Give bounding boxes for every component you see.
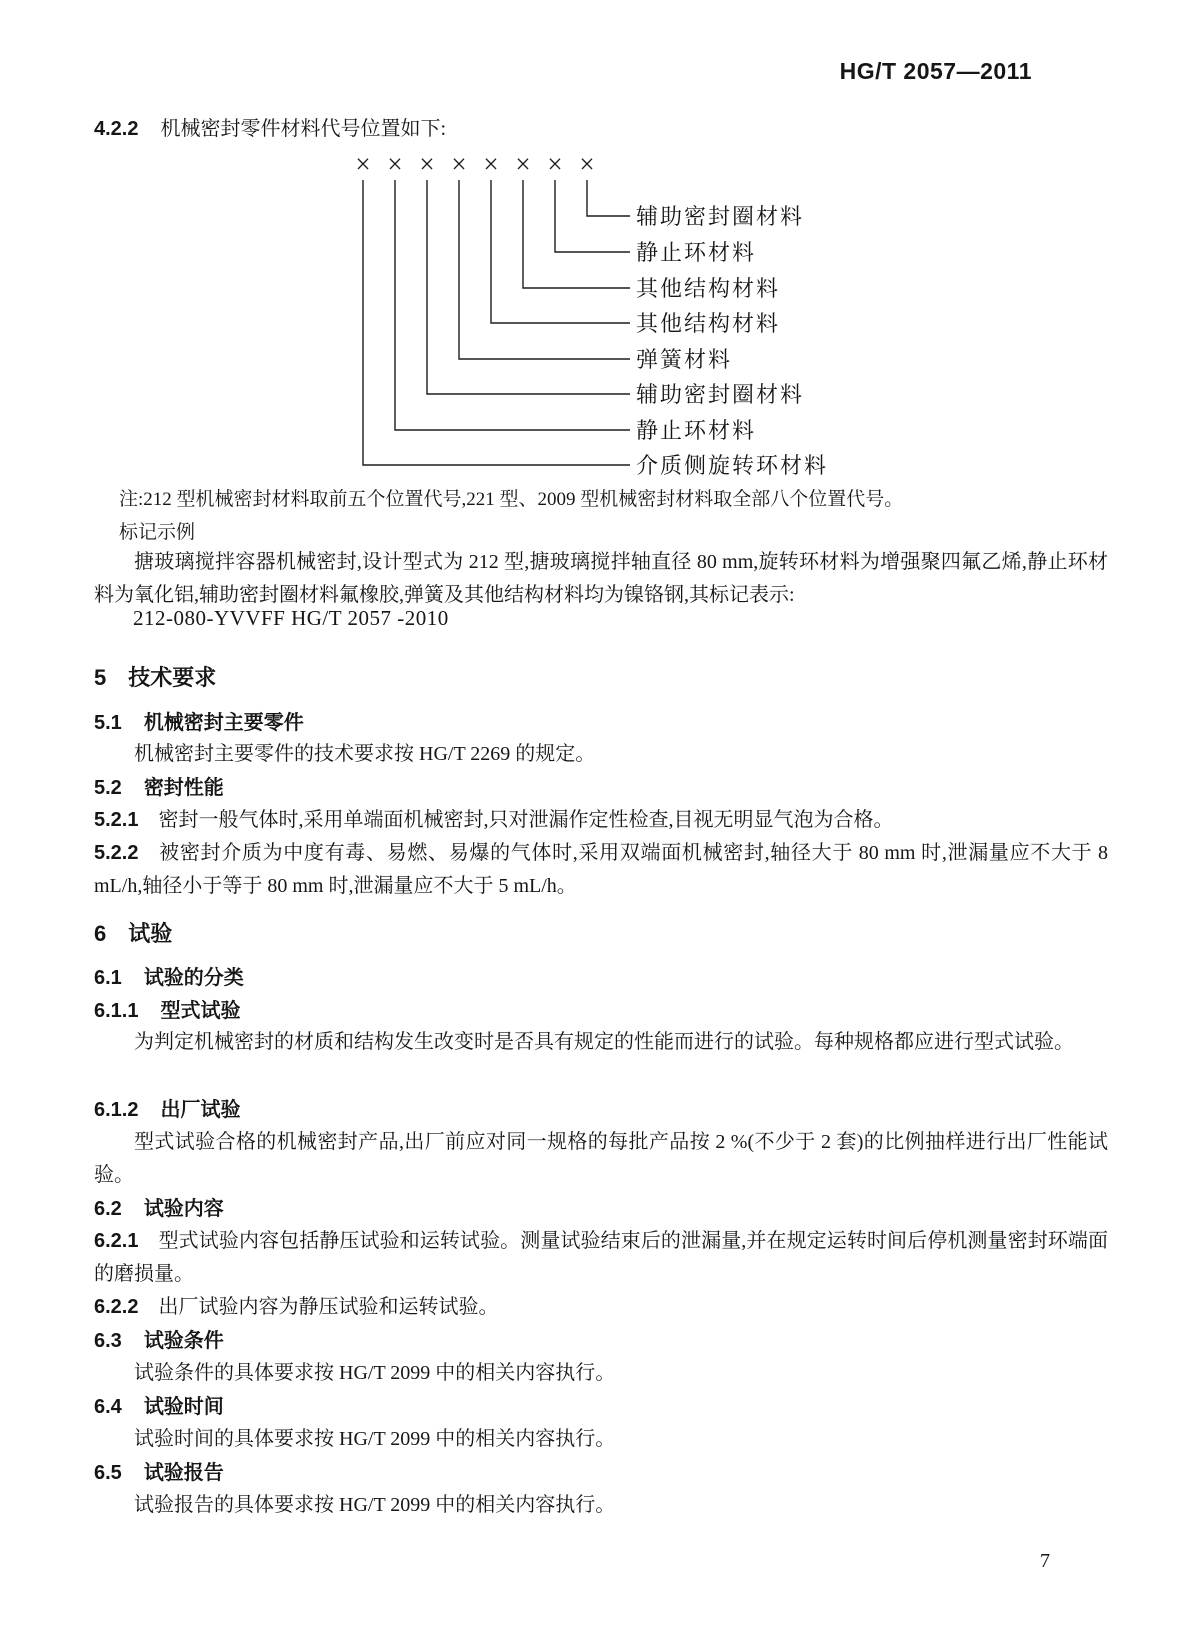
leader-line [395,180,630,430]
material-code-position-diagram [330,140,1010,492]
code-position-x: × [515,149,531,179]
leader-line [523,180,630,288]
clause-4-2-2 [94,112,1108,141]
section-number: 6.1.2 [94,1099,139,1121]
section-number: 6.3 [94,1330,122,1352]
page-number: 7 [1040,1550,1050,1572]
section-6-4-paragraph: 试验时间的具体要求按 HG/T 2099 中的相关内容执行。 [134,1428,616,1450]
code-position-x: × [419,149,435,179]
section-title: 技术要求 [128,665,217,690]
clause-6-2-2 [94,1291,1108,1324]
diagram-label: 弹簧材料 [636,347,733,372]
code-position-x: × [547,149,563,179]
section-5-1-paragraph: 机械密封主要零件的技术要求按 HG/T 2269 的规定。 [134,743,596,765]
leader-line [587,180,630,216]
section-6-1-1-paragraph: 为判定机械密封的材质和结构发生改变时是否具有规定的性能而进行的试验。每种规格都应进行型式试验。 [134,1031,1074,1053]
clause-text: 机械密封零件材料代号位置如下: [160,118,447,140]
clause-number: 5.2.2 [94,842,139,864]
marking-example-paragraph: 搪玻璃搅拌容器机械密封,设计型式为 212 型,搪玻璃搅拌轴直径 80 mm,旋转环材料为增强聚四氟乙烯,静止环材料为氧化铝,辅助密封圈材料氟橡胶,弹簧及其他结构材料均为镍铬钢,其标记表示: [94,551,1108,606]
section-5-1-heading [94,706,1108,735]
section-6-4-heading [94,1390,1108,1419]
clause-5-2-2 [94,837,1108,903]
clause-6-2-1 [94,1225,1108,1291]
standard-code-header: HG/T 2057—2011 [839,58,1032,84]
diagram-label: 静止环材料 [636,418,757,443]
section-6-1-1-heading [94,994,1108,1023]
code-position-x: × [387,149,403,179]
section-title: 试验的分类 [143,967,244,989]
section-title: 型式试验 [160,1000,241,1022]
section-title: 出厂试验 [160,1099,241,1121]
diagram-label: 其他结构材料 [636,276,781,301]
section-number: 5.2 [94,777,122,799]
section-number: 5 [94,665,107,690]
section-6-1-2-heading [94,1093,1108,1122]
section-5-2-heading [94,771,1108,800]
section-title: 试验时间 [143,1396,224,1418]
clause-text: 型式试验内容包括静压试验和运转试验。测量试验结束后的泄漏量,并在规定运转时间后停机测量密封环端面的磨损量。 [94,1230,1108,1285]
clause-5-2-1 [94,804,1108,837]
code-position-x: × [579,149,595,179]
clause-number: 6.2.1 [94,1230,139,1252]
diagram-label: 静止环材料 [636,240,757,265]
section-number: 6.1 [94,967,122,989]
section-6-heading [94,917,1108,948]
section-number: 6.4 [94,1396,122,1418]
section-number: 6.1.1 [94,1000,139,1022]
section-title: 试验报告 [143,1462,224,1484]
section-title: 机械密封主要零件 [143,712,304,734]
leader-line [427,180,630,394]
section-6-5-paragraph: 试验报告的具体要求按 HG/T 2099 中的相关内容执行。 [134,1494,616,1516]
clause-number: 6.2.2 [94,1296,139,1318]
section-6-3-paragraph: 试验条件的具体要求按 HG/T 2099 中的相关内容执行。 [134,1362,616,1384]
code-position-x: × [355,149,371,179]
clause-text: 密封一般气体时,采用单端面机械密封,只对泄漏作定性检查,目视无明显气泡为合格。 [158,809,894,831]
section-title: 试验内容 [143,1198,224,1220]
section-number: 6.2 [94,1198,122,1220]
clause-number: 5.2.1 [94,809,139,831]
section-6-1-heading [94,961,1108,990]
section-number: 6.5 [94,1462,122,1484]
section-6-2-heading [94,1192,1108,1221]
section-number: 6 [94,921,107,946]
clause-text: 被密封介质为中度有毒、易燃、易爆的气体时,采用双端面机械密封,轴径大于 80 mm 时,泄漏量应不大于 8 mL/h,轴径小于等于 80 mm 时,泄漏量应不大于 5 mL/h。 [94,842,1108,897]
section-number: 5.1 [94,712,122,734]
diagram-label: 介质侧旋转环材料 [636,453,829,478]
diagram-label: 辅助密封圈材料 [636,204,805,229]
section-6-3-heading [94,1324,1108,1353]
diagram-note: 注:212 型机械密封材料取前五个位置代号,221 型、2009 型机械密封材料取全部八个位置代号。 [119,489,904,510]
section-title: 密封性能 [143,777,224,799]
section-5-heading [94,661,1108,692]
section-title: 试验条件 [143,1330,224,1352]
code-position-x: × [483,149,499,179]
marking-example-heading: 标记示例 [119,522,196,543]
code-position-x: × [451,149,467,179]
section-title: 试验 [128,921,173,946]
section-6-5-heading [94,1456,1108,1485]
leader-line [459,180,630,359]
diagram-label: 辅助密封圈材料 [636,382,805,407]
clause-number: 4.2.2 [94,118,139,140]
clause-text: 出厂试验内容为静压试验和运转试验。 [158,1296,499,1318]
section-6-1-2-paragraph: 型式试验合格的机械密封产品,出厂前应对同一规格的每批产品按 2 %(不少于 2 套)的比例抽样进行出厂性能试验。 [94,1131,1108,1186]
diagram-label: 其他结构材料 [636,311,781,336]
marking-example-code: 212-080-YVVFF HG/T 2057 -2010 [133,606,449,630]
